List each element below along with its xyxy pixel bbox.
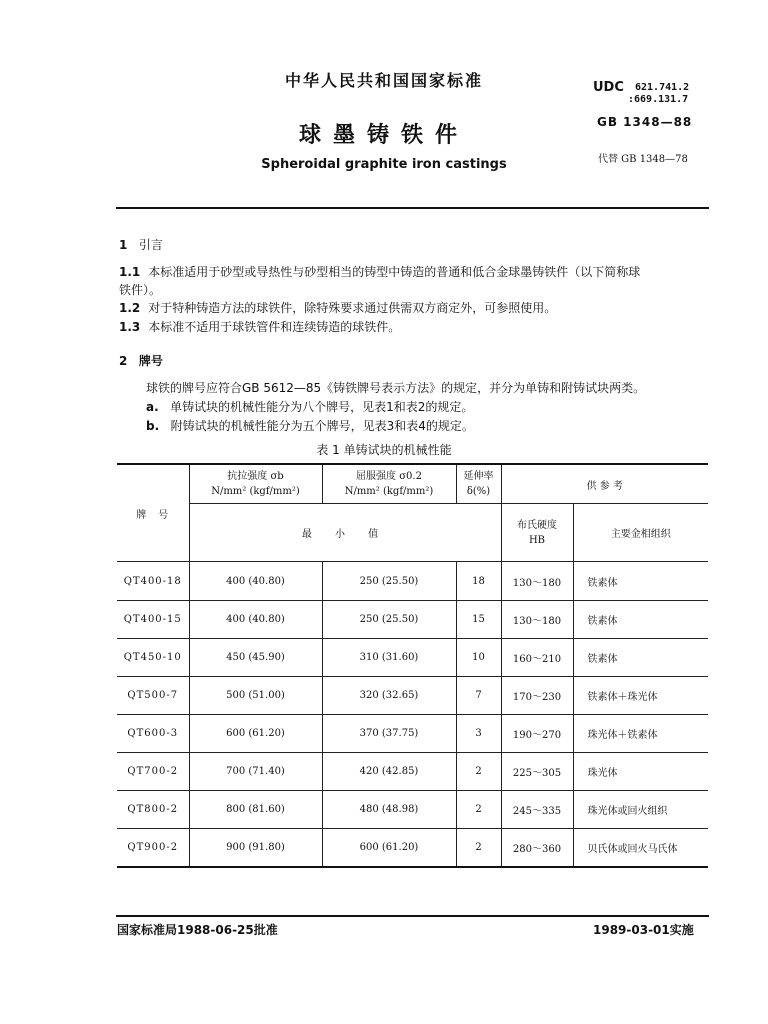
cell-structure: 珠光体＋铁素体 [573,715,708,753]
cell-hardness: 280～360 [501,829,573,867]
cell-tensile: 400 (40.80) [189,601,322,639]
table-row [117,562,708,601]
clause-text: 本标准不适用于球铁管件和连续铸造的球铁件。 [148,320,401,334]
table-caption: 表 1 单铸试块的机械性能 [316,443,452,457]
cell-tensile: 450 (45.90) [189,639,322,677]
header-minimum: 最 小 值 [189,504,501,562]
section2-number: 2 [119,354,128,368]
cell-hardness: 130～180 [501,562,573,601]
item-label: b. [146,419,160,433]
header-structure: 主要金相组织 [573,504,708,562]
cell-elongation: 2 [456,753,501,791]
cell-grade: QT450-10 [117,639,189,677]
header-yield-unit: N/mm² (kgf/mm²) [344,486,434,497]
table-row [117,791,708,829]
cell-elongation: 18 [456,562,501,601]
cell-hardness: 130～180 [501,601,573,639]
cell-elongation: 7 [456,677,501,715]
cell-yield: 600 (61.20) [322,829,456,867]
header-elongation-unit: δ(%) [466,486,491,497]
udc-code-line1: 621.741.2 [635,82,690,93]
table-row [117,715,708,753]
cell-yield: 420 (42.85) [322,753,456,791]
clause-number: 1.3 [119,320,141,334]
cell-yield: 250 (25.50) [322,601,456,639]
section2-title: 牌号 [138,354,163,368]
header-elongation [456,464,501,504]
cell-hardness: 190～270 [501,715,573,753]
cell-hardness: 160～210 [501,639,573,677]
clause-1-1 [119,263,709,281]
cell-structure: 铁素体 [573,639,708,677]
cell-structure: 铁素体 [573,601,708,639]
cell-tensile: 600 (61.20) [189,715,322,753]
cell-grade: QT400-15 [117,601,189,639]
item-text: 附铸试块的机械性能分为五个牌号，见表3和表4的规定。 [170,419,474,433]
clause-text: 对于特种铸造方法的球铁件，除特殊要求通过供需双方商定外，可参照使用。 [148,301,557,315]
clause-text: 本标准适用于砂型或导热性与砂型相当的铸型中铸造的普通和低合金球墨铸铁件（以下简称球 [148,265,641,279]
replaces-note: 代替 GB 1348—78 [598,154,688,165]
cell-tensile: 500 (51.00) [189,677,322,715]
table-row [117,601,708,639]
cell-yield: 480 (48.98) [322,791,456,829]
cell-structure: 铁素体 [573,562,708,601]
document-title-en: Spheroidal graphite iron castings [261,157,507,172]
item-label: a. [146,400,159,414]
table-row [117,677,708,715]
cell-hardness: 225～305 [501,753,573,791]
standard-country-heading: 中华人民共和国国家标准 [284,71,483,90]
table-row [117,753,708,791]
cell-elongation: 2 [456,791,501,829]
header-tensile [189,464,322,504]
header-hardness-name: 布氏硬度 [517,519,557,531]
section2-intro: 球铁的牌号应符合GB 5612—85《铸铁牌号表示方法》的规定，并分为单铸和附铸试块两类。 [146,381,646,395]
header-tensile-name: 抗拉强度 σb [227,471,284,482]
cell-elongation: 2 [456,829,501,867]
cell-elongation: 15 [456,601,501,639]
cell-structure: 贝氏体或回火马氏体 [573,829,708,867]
section1-title: 引言 [138,238,163,252]
header-grade: 牌 号 [117,464,189,562]
header-elongation-name: 延伸率 [463,471,494,482]
section2-item-a [146,398,473,416]
cell-tensile: 700 (71.40) [189,753,322,791]
section1-number: 1 [119,238,128,252]
cell-tensile: 400 (40.80) [189,562,322,601]
approval-date: 国家标准局1988-06-25批准 [117,923,278,937]
cell-tensile: 800 (81.60) [189,791,322,829]
header-yield [322,464,456,504]
cell-grade: QT800-2 [117,791,189,829]
cell-grade: QT700-2 [117,753,189,791]
clause-number: 1.1 [119,265,141,279]
cell-structure: 铁素体＋珠光体 [573,677,708,715]
clause-1-1-cont: 铁件）。 [119,283,162,297]
cell-yield: 320 (32.65) [322,677,456,715]
header-hardness-unit: HB [528,534,546,546]
udc-code-line2: :669.131.7 [628,94,689,105]
document-title-cn: 球墨铸铁件 [298,123,469,148]
header-reference: 供 参 考 [501,464,708,504]
cell-grade: QT500-7 [117,677,189,715]
cell-yield: 310 (31.60) [322,639,456,677]
cell-structure: 珠光体 [573,753,708,791]
clause-1-2 [119,299,556,317]
item-text: 单铸试块的机械性能分为八个牌号，见表1和表2的规定。 [170,400,474,414]
footer-divider [116,915,709,917]
cell-hardness: 245～335 [501,791,573,829]
section1-heading [119,236,163,253]
section2-item-b [146,417,474,435]
mechanical-properties-table [117,463,708,868]
cell-tensile: 900 (91.80) [189,829,322,867]
table-row [117,829,708,867]
udc-label: UDC [593,80,624,95]
clause-number: 1.2 [119,301,141,315]
cell-elongation: 10 [456,639,501,677]
section2-heading [119,352,163,369]
header-hardness [501,504,573,562]
cell-yield: 370 (37.75) [322,715,456,753]
header-tensile-unit: N/mm² (kgf/mm²) [211,486,300,497]
header-divider [116,207,709,209]
cell-grade: QT600-3 [117,715,189,753]
cell-elongation: 3 [456,715,501,753]
cell-grade: QT400-18 [117,562,189,601]
cell-hardness: 170～230 [501,677,573,715]
cell-grade: QT900-2 [117,829,189,867]
gb-number: GB 1348—88 [597,115,693,129]
effective-date: 1989-03-01实施 [593,923,694,937]
cell-yield: 250 (25.50) [322,562,456,601]
table-row [117,639,708,677]
header-yield-name: 屈服强度 σ0.2 [356,471,422,482]
clause-1-3 [119,318,400,336]
cell-structure: 珠光体或回火组织 [573,791,708,829]
